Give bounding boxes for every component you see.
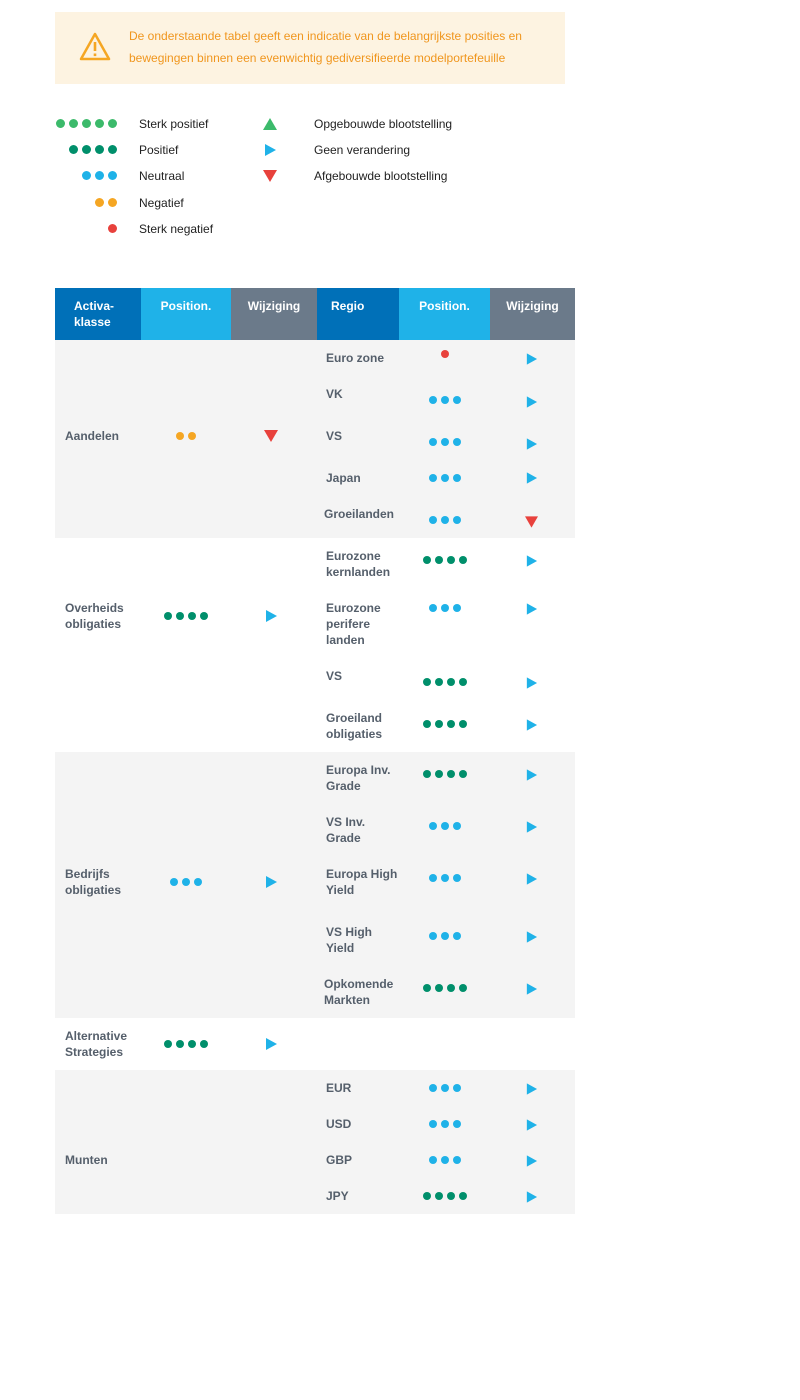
position-dot — [441, 396, 449, 404]
legend-position-strong-positive — [0, 114, 260, 134]
position-dots — [95, 198, 117, 207]
position-dot — [447, 1192, 455, 1200]
position-dot — [453, 1084, 461, 1092]
position-dot — [447, 556, 455, 564]
position-dot — [423, 678, 431, 686]
triangle-right-icon — [264, 876, 278, 888]
position-dot — [429, 516, 437, 524]
position-dot — [429, 1120, 437, 1128]
position-dot — [453, 438, 461, 446]
position-dot — [108, 171, 117, 180]
position-dot — [441, 350, 449, 358]
triangle-right-icon — [525, 1119, 538, 1131]
triangle-right-icon — [525, 472, 538, 484]
position-dot — [95, 119, 104, 128]
region-label: VS High Yield — [326, 925, 373, 955]
table-row-group — [55, 752, 575, 1018]
position-dot — [453, 822, 461, 830]
position-dot — [423, 984, 431, 992]
triangle-up-icon — [263, 118, 277, 130]
header-asset-class-line2: klasse — [74, 315, 111, 329]
asset-class-label: Munten — [65, 1153, 108, 1167]
position-dot — [453, 1120, 461, 1128]
triangle-right-icon — [525, 603, 538, 615]
position-dots — [423, 984, 467, 992]
position-dot — [459, 770, 467, 778]
position-dot — [435, 1192, 443, 1200]
triangle-down-icon — [264, 430, 278, 442]
position-dot — [69, 119, 78, 128]
position-dots — [69, 145, 117, 154]
position-dot — [459, 678, 467, 686]
region-label: USD — [326, 1117, 352, 1131]
header-asset-class — [55, 288, 141, 340]
position-dot — [423, 1192, 431, 1200]
position-dots — [429, 438, 461, 446]
position-dots — [429, 474, 461, 482]
position-dot — [429, 396, 437, 404]
position-dot — [453, 874, 461, 882]
position-dot — [441, 822, 449, 830]
region-label: JPY — [326, 1189, 349, 1203]
position-dots — [423, 678, 467, 686]
legend-label: Positief — [139, 143, 179, 157]
positions-table — [55, 288, 575, 1203]
position-dot — [200, 612, 208, 620]
region-label: Groeiland obligaties — [326, 711, 383, 741]
triangle-right-icon — [525, 1191, 538, 1203]
position-dots — [423, 770, 467, 778]
position-dot — [459, 556, 467, 564]
position-dot — [459, 720, 467, 728]
region-label: Eurozone kernlanden — [326, 549, 391, 579]
triangle-right-icon — [525, 983, 538, 995]
position-dot — [423, 556, 431, 564]
position-dot — [200, 1040, 208, 1048]
asset-class-label: Overheids obligaties — [65, 601, 124, 631]
triangle-right-icon — [525, 931, 538, 943]
asset-class-label: Bedrijfs obligaties — [65, 867, 122, 897]
position-dot — [108, 145, 117, 154]
position-dot — [188, 612, 196, 620]
position-dots — [429, 516, 461, 524]
position-dot — [447, 720, 455, 728]
position-dot — [453, 396, 461, 404]
triangle-down-icon — [263, 170, 277, 182]
region-label: VS — [326, 429, 343, 443]
triangle-right-icon — [525, 769, 538, 781]
position-dots — [423, 556, 467, 564]
position-dot — [453, 1156, 461, 1164]
triangle-right-icon — [525, 438, 538, 450]
position-dot — [441, 932, 449, 940]
position-dot — [429, 1156, 437, 1164]
position-dots — [164, 1040, 208, 1048]
position-dot — [435, 984, 443, 992]
asset-class-label: Aandelen — [65, 429, 120, 443]
position-dot — [423, 720, 431, 728]
legend-position-neutral — [0, 166, 260, 186]
position-dots — [56, 119, 117, 128]
region-label: VS — [326, 669, 343, 683]
header-position: Position. — [141, 288, 231, 340]
position-dots — [82, 171, 117, 180]
position-dot — [176, 612, 184, 620]
triangle-down-icon — [525, 516, 538, 528]
triangle-right-icon — [525, 396, 538, 408]
position-dot — [164, 1040, 172, 1048]
position-dots — [429, 1120, 461, 1128]
position-dot — [108, 198, 117, 207]
position-dot — [108, 224, 117, 233]
position-dot — [459, 984, 467, 992]
triangle-right-icon — [263, 144, 277, 156]
position-dot — [176, 1040, 184, 1048]
position-dot — [441, 438, 449, 446]
table-row-group — [55, 1070, 575, 1214]
position-dots — [429, 822, 461, 830]
position-dot — [95, 198, 104, 207]
position-dot — [429, 474, 437, 482]
region-label: Europa Inv. Grade — [326, 763, 391, 793]
position-dots — [429, 604, 461, 612]
region-label: Europa High Yield — [326, 867, 398, 897]
position-dot — [435, 720, 443, 728]
position-dot — [453, 932, 461, 940]
position-dots — [164, 612, 208, 620]
header-region: Regio — [317, 288, 399, 340]
triangle-right-icon — [525, 555, 538, 567]
position-dot — [56, 119, 65, 128]
position-dot — [194, 878, 202, 886]
position-dot — [441, 1120, 449, 1128]
legend-label: Opgebouwde blootstelling — [314, 117, 453, 131]
position-dot — [453, 604, 461, 612]
table-row-group — [55, 538, 575, 752]
table-row-group — [55, 1018, 575, 1070]
position-dot — [188, 1040, 196, 1048]
asset-class-label: Alternative Strategies — [65, 1029, 128, 1059]
position-dot — [447, 984, 455, 992]
legend-label: Neutraal — [139, 169, 185, 183]
position-dot — [441, 604, 449, 612]
position-dots — [176, 432, 196, 440]
position-dot — [441, 516, 449, 524]
triangle-right-icon — [264, 1038, 278, 1050]
position-dot — [69, 145, 78, 154]
region-label: EUR — [326, 1081, 352, 1095]
position-dot — [429, 438, 437, 446]
position-dot — [435, 678, 443, 686]
triangle-right-icon — [525, 677, 538, 689]
position-dot — [441, 874, 449, 882]
notice-box — [55, 12, 565, 84]
warning-triangle-icon — [79, 31, 111, 63]
position-dot — [453, 474, 461, 482]
legend-label: Sterk negatief — [139, 222, 214, 236]
position-dots — [429, 932, 461, 940]
position-dot — [459, 1192, 467, 1200]
header-change: Wijziging — [231, 288, 317, 340]
region-label: Euro zone — [326, 351, 385, 365]
position-dot — [453, 516, 461, 524]
position-dots — [429, 396, 461, 404]
position-dots — [429, 1084, 461, 1092]
triangle-right-icon — [525, 353, 538, 365]
region-label: Groeilanden — [324, 507, 395, 521]
legend-label: Geen verandering — [314, 143, 411, 157]
position-dot — [441, 474, 449, 482]
position-dot — [447, 770, 455, 778]
position-dot — [182, 878, 190, 886]
position-dot — [170, 878, 178, 886]
position-dot — [82, 145, 91, 154]
triangle-right-icon — [525, 873, 538, 885]
legend-position-negative — [0, 193, 260, 213]
position-dot — [435, 770, 443, 778]
position-dot — [108, 119, 117, 128]
region-label: GBP — [326, 1153, 353, 1167]
position-dot — [435, 556, 443, 564]
position-dots — [429, 1156, 461, 1164]
position-dots — [429, 874, 461, 882]
position-dots — [423, 1192, 467, 1200]
header-region-change: Wijziging — [490, 288, 575, 340]
position-dot — [82, 119, 91, 128]
region-label: VK — [326, 387, 343, 401]
position-dot — [429, 1084, 437, 1092]
position-dot — [176, 432, 184, 440]
position-dots — [108, 224, 117, 233]
legend-label: Sterk positief — [139, 117, 209, 131]
position-dot — [82, 171, 91, 180]
position-dot — [95, 171, 104, 180]
legend-position-strong-negative — [0, 219, 260, 239]
notice-text: De onderstaande tabel geeft een indicatie van de belangrijkste posities en bewegingen binnen een evenwichtig gediversifieerde modelportefeuille — [129, 29, 522, 65]
header-region-position: Position. — [399, 288, 490, 340]
position-dot — [429, 604, 437, 612]
region-label: Japan — [326, 471, 361, 485]
position-dot — [429, 822, 437, 830]
position-dot — [423, 770, 431, 778]
header-asset-class-line1: Activa- — [74, 299, 115, 313]
region-label: VS Inv. Grade — [326, 815, 366, 845]
triangle-right-icon — [264, 610, 278, 622]
triangle-right-icon — [525, 719, 538, 731]
table-row-group — [55, 340, 575, 538]
position-dot — [188, 432, 196, 440]
position-dot — [429, 932, 437, 940]
position-dots — [423, 720, 467, 728]
position-dot — [95, 145, 104, 154]
position-dots — [170, 878, 202, 886]
legend-position-positive — [0, 140, 260, 160]
legend-change-up — [255, 114, 515, 134]
triangle-right-icon — [525, 1083, 538, 1095]
position-dots — [441, 350, 449, 358]
position-dot — [441, 1156, 449, 1164]
position-dot — [447, 678, 455, 686]
region-label: Eurozone perifere landen — [326, 601, 381, 647]
legend-label: Afgebouwde blootstelling — [314, 169, 448, 183]
triangle-right-icon — [525, 1155, 538, 1167]
legend-change-none — [255, 140, 515, 160]
table-header — [55, 288, 575, 340]
region-label: Opkomende Markten — [324, 977, 394, 1007]
legend-change-down — [255, 166, 515, 186]
position-dot — [429, 874, 437, 882]
position-dot — [164, 612, 172, 620]
position-dot — [441, 1084, 449, 1092]
legend-label: Negatief — [139, 196, 184, 210]
triangle-right-icon — [525, 821, 538, 833]
